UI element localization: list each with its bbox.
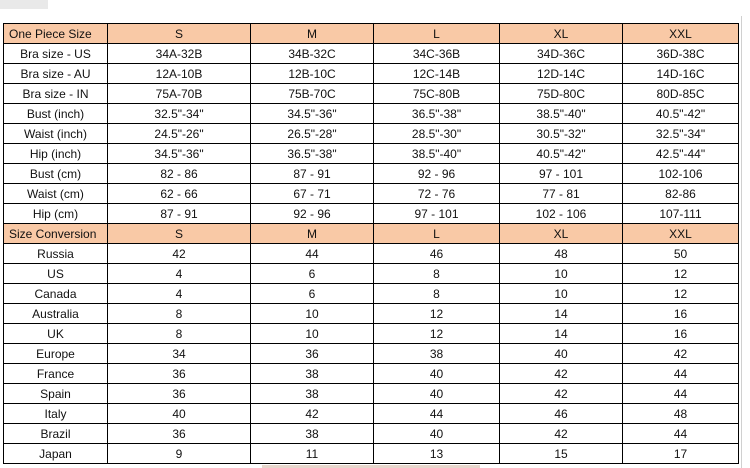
size-header-cell: L <box>374 224 500 244</box>
table-row <box>4 84 739 104</box>
table-cell: 48 <box>623 404 739 424</box>
table-cell: 40.5"-42" <box>500 144 623 164</box>
table-cell: 42 <box>251 404 374 424</box>
table-row <box>4 324 739 344</box>
table-cell: 36.5"-38" <box>374 104 500 124</box>
table-cell: 44 <box>623 424 739 444</box>
table-cell: 40 <box>374 384 500 404</box>
table-cell: 42 <box>500 424 623 444</box>
table-cell: 67 - 71 <box>251 184 374 204</box>
right-edge-line <box>741 16 742 468</box>
table-cell: 44 <box>251 244 374 264</box>
row-label: Hip (cm) <box>4 204 108 224</box>
table-cell: 36.5"-38" <box>251 144 374 164</box>
table-cell: 42 <box>623 344 739 364</box>
table-cell: 24.5"-26" <box>108 124 251 144</box>
size-chart-table <box>3 23 739 464</box>
table-cell: 102-106 <box>623 164 739 184</box>
table-cell: 42.5"-44" <box>623 144 739 164</box>
table-cell: 75D-80C <box>500 84 623 104</box>
table-cell: 38.5"-40" <box>374 144 500 164</box>
row-label: UK <box>4 324 108 344</box>
size-header-cell: XXL <box>623 224 739 244</box>
section-header-row <box>4 224 739 244</box>
section-header-row <box>4 24 739 44</box>
table-cell: 36 <box>251 344 374 364</box>
table-cell: 75C-80B <box>374 84 500 104</box>
table-cell: 87 - 91 <box>108 204 251 224</box>
row-label: Bust (inch) <box>4 104 108 124</box>
table-cell: 14D-16C <box>623 64 739 84</box>
table-row <box>4 164 739 184</box>
table-cell: 4 <box>108 264 251 284</box>
table-row <box>4 124 739 144</box>
table-cell: 8 <box>108 324 251 344</box>
table-cell: 92 - 96 <box>374 164 500 184</box>
table-cell: 12 <box>623 284 739 304</box>
size-chart-body <box>4 24 739 464</box>
table-cell: 12C-14B <box>374 64 500 84</box>
table-cell: 16 <box>623 304 739 324</box>
table-cell: 14 <box>500 324 623 344</box>
table-cell: 30.5"-32" <box>500 124 623 144</box>
table-row <box>4 44 739 64</box>
table-cell: 26.5"-28" <box>251 124 374 144</box>
table-cell: 38 <box>374 344 500 364</box>
table-cell: 40 <box>374 424 500 444</box>
table-row <box>4 144 739 164</box>
table-cell: 38 <box>251 424 374 444</box>
row-label: Waist (cm) <box>4 184 108 204</box>
table-row <box>4 304 739 324</box>
row-label: Spain <box>4 384 108 404</box>
size-header-cell: M <box>251 224 374 244</box>
table-row <box>4 64 739 84</box>
table-cell: 40.5"-42" <box>623 104 739 124</box>
table-cell: 34.5"-36" <box>108 144 251 164</box>
table-row <box>4 244 739 264</box>
table-cell: 8 <box>374 284 500 304</box>
table-cell: 11 <box>251 444 374 464</box>
row-label: Canada <box>4 284 108 304</box>
row-label: Bust (cm) <box>4 164 108 184</box>
table-cell: 10 <box>500 264 623 284</box>
table-cell: 6 <box>251 264 374 284</box>
row-label: Bra size - IN <box>4 84 108 104</box>
table-cell: 92 - 96 <box>251 204 374 224</box>
table-cell: 12 <box>623 264 739 284</box>
table-row <box>4 424 739 444</box>
table-cell: 14 <box>500 304 623 324</box>
table-cell: 34.5"-36" <box>251 104 374 124</box>
table-cell: 97 - 101 <box>500 164 623 184</box>
table-cell: 75B-70C <box>251 84 374 104</box>
size-header-cell: M <box>251 24 374 44</box>
table-cell: 38 <box>251 364 374 384</box>
table-cell: 62 - 66 <box>108 184 251 204</box>
table-cell: 12 <box>374 304 500 324</box>
table-row <box>4 344 739 364</box>
section-header-label: One Piece Size <box>4 24 108 44</box>
table-cell: 77 - 81 <box>500 184 623 204</box>
row-label: Bra size - AU <box>4 64 108 84</box>
size-header-cell: XXL <box>623 24 739 44</box>
table-cell: 34D-36C <box>500 44 623 64</box>
table-row <box>4 384 739 404</box>
table-cell: 42 <box>108 244 251 264</box>
table-row <box>4 264 739 284</box>
table-cell: 8 <box>108 304 251 324</box>
table-cell: 72 - 76 <box>374 184 500 204</box>
table-cell: 80D-85C <box>623 84 739 104</box>
table-cell: 50 <box>623 244 739 264</box>
table-cell: 34B-32C <box>251 44 374 64</box>
table-cell: 102 - 106 <box>500 204 623 224</box>
size-header-cell: XL <box>500 24 623 44</box>
table-cell: 46 <box>500 404 623 424</box>
row-label: Russia <box>4 244 108 264</box>
table-cell: 36 <box>108 384 251 404</box>
table-cell: 36 <box>108 424 251 444</box>
table-cell: 38 <box>251 384 374 404</box>
table-cell: 12A-10B <box>108 64 251 84</box>
top-bar <box>0 0 750 22</box>
table-cell: 34A-32B <box>108 44 251 64</box>
size-header-cell: S <box>108 24 251 44</box>
table-cell: 10 <box>251 324 374 344</box>
table-row <box>4 204 739 224</box>
row-label: Brazil <box>4 424 108 444</box>
row-label: Japan <box>4 444 108 464</box>
table-cell: 9 <box>108 444 251 464</box>
table-cell: 10 <box>251 304 374 324</box>
table-cell: 36 <box>108 364 251 384</box>
size-header-cell: S <box>108 224 251 244</box>
table-cell: 87 - 91 <box>251 164 374 184</box>
table-cell: 16 <box>623 324 739 344</box>
table-cell: 75A-70B <box>108 84 251 104</box>
table-cell: 42 <box>500 384 623 404</box>
table-cell: 34C-36B <box>374 44 500 64</box>
table-cell: 82 - 86 <box>108 164 251 184</box>
table-cell: 82-86 <box>623 184 739 204</box>
table-row <box>4 104 739 124</box>
row-label: US <box>4 264 108 284</box>
table-cell: 6 <box>251 284 374 304</box>
table-cell: 40 <box>500 344 623 364</box>
table-cell: 8 <box>374 264 500 284</box>
table-cell: 34 <box>108 344 251 364</box>
size-header-cell: L <box>374 24 500 44</box>
table-row <box>4 364 739 384</box>
size-header-cell: XL <box>500 224 623 244</box>
row-label: Bra size - US <box>4 44 108 64</box>
table-cell: 32.5"-34" <box>108 104 251 124</box>
table-cell: 40 <box>108 404 251 424</box>
table-cell: 13 <box>374 444 500 464</box>
row-label: Italy <box>4 404 108 424</box>
table-cell: 107-111 <box>623 204 739 224</box>
table-cell: 97 - 101 <box>374 204 500 224</box>
table-cell: 36D-38C <box>623 44 739 64</box>
row-label: France <box>4 364 108 384</box>
table-row <box>4 444 739 464</box>
top-left-tab-shade <box>0 0 48 9</box>
table-cell: 12D-14C <box>500 64 623 84</box>
table-cell: 48 <box>500 244 623 264</box>
table-cell: 42 <box>500 364 623 384</box>
table-cell: 46 <box>374 244 500 264</box>
table-row <box>4 404 739 424</box>
table-cell: 44 <box>623 384 739 404</box>
table-cell: 44 <box>374 404 500 424</box>
table-row <box>4 284 739 304</box>
table-cell: 12 <box>374 324 500 344</box>
row-label: Waist (inch) <box>4 124 108 144</box>
table-cell: 17 <box>623 444 739 464</box>
table-cell: 4 <box>108 284 251 304</box>
table-cell: 15 <box>500 444 623 464</box>
section-header-label: Size Conversion <box>4 224 108 244</box>
table-cell: 44 <box>623 364 739 384</box>
table-cell: 12B-10C <box>251 64 374 84</box>
row-label: Hip (inch) <box>4 144 108 164</box>
row-label: Australia <box>4 304 108 324</box>
table-cell: 40 <box>374 364 500 384</box>
table-cell: 32.5"-34" <box>623 124 739 144</box>
row-label: Europe <box>4 344 108 364</box>
table-cell: 38.5"-40" <box>500 104 623 124</box>
table-cell: 10 <box>500 284 623 304</box>
table-row <box>4 184 739 204</box>
table-cell: 28.5"-30" <box>374 124 500 144</box>
